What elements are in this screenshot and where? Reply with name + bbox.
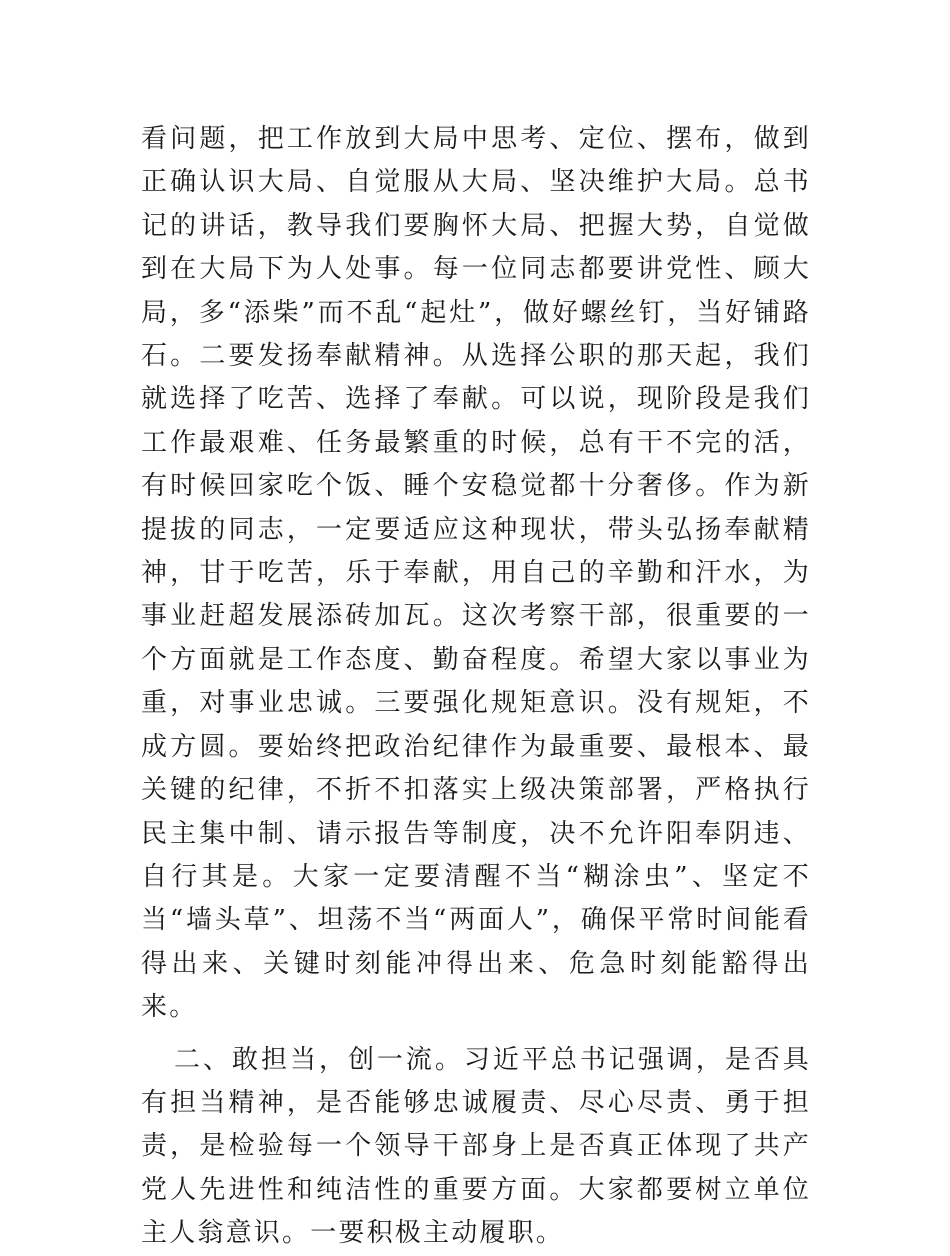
- document-body: [141, 118, 811, 1256]
- paragraph-section-two: 二、敢担当，创一流。习近平总书记强调，是否具有担当精神，是否能够忠诚履责、尽心尽责、勇于担责，是检验每一个领导干部身上是否真正体现了共产党人先进性和纯洁性的重要方面。大家都要树立单位主人翁意识。一要积极主动履职。: [141, 1044, 811, 1249]
- paragraph-continuation: 看问题，把工作放到大局中思考、定位、摆布，做到正确认识大局、自觉服从大局、坚决维护大局。总书记的讲话，教导我们要胸怀大局、把握大势，自觉做到在大局下为人处事。每一位同志都要讲党性、顾大局，多“添柴”而不乱“起灶”，做好螺丝钉，当好铺路石。二要发扬奉献精神。从选择公职的那天起，我们就选择了吃苦、选择了奉献。可以说，现阶段是我们工作最艰难、任务最繁重的时候，总有干不完的活，有时候回家吃个饭、睡个安稳觉都十分奢侈。作为新提拔的同志，一定要适应这种现状，带头弘扬奉献精神，甘于吃苦，乐于奉献，用自己的辛勤和汗水，为事业赶超发展添砖加瓦。这次考察干部，很重要的一个方面就是工作态度、勤奋程度。希望大家以事业为重，对事业忠诚。三要强化规矩意识。没有规矩，不成方圆。要始终把政治纪律作为最重要、最根本、最关键的纪律，不折不扣落实上级决策部署，严格执行民主集中制、请示报告等制度，决不允许阳奉阴违、自行其是。大家一定要清醒不当“糊涂虫”、坚定不当“墙头草”、坦荡不当“两面人”，确保平常时间能看得出来、关键时刻能冲得出来、危急时刻能豁得出来。: [141, 124, 811, 1023]
